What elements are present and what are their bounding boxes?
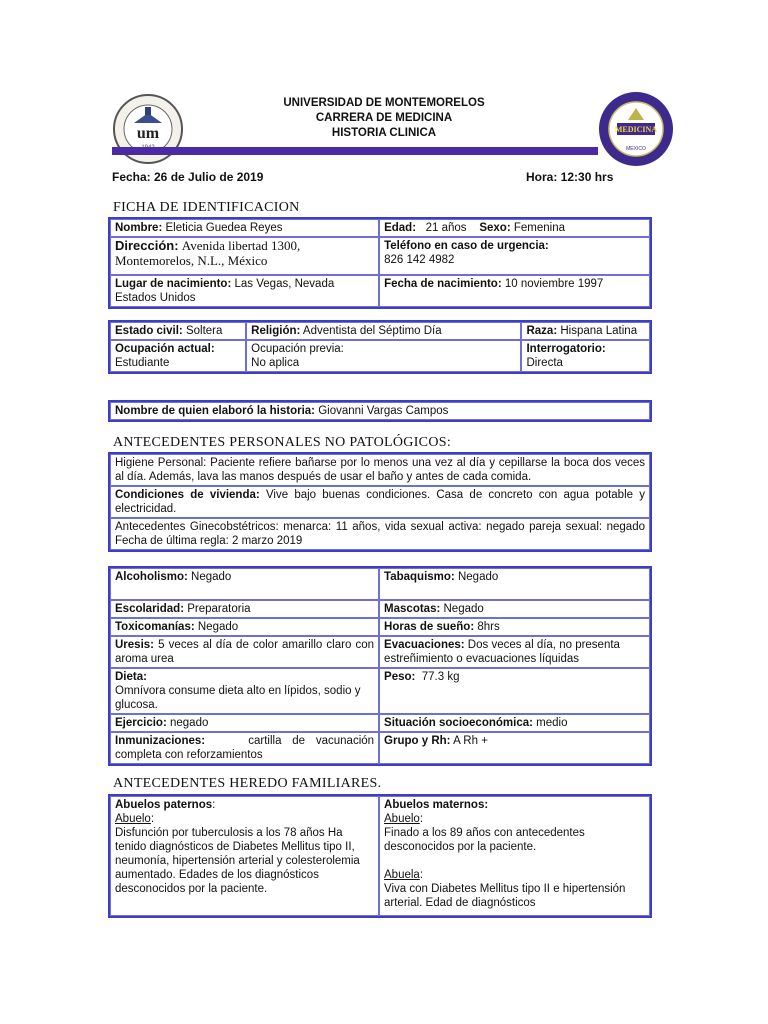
mascotas-cell: Mascotas: Negado [379, 600, 650, 618]
alcoholismo-cell: Alcoholismo: Negado [110, 568, 379, 600]
medicine-faculty-logo [597, 90, 675, 168]
author-value: Giovanni Vargas Campos [318, 405, 449, 417]
header-rule [112, 147, 598, 155]
inmunizaciones-cell: Inmunizaciones: cartilla de vacunación completa con reforzamientos [110, 732, 379, 764]
horas-sueno-cell: Horas de sueño: 8hrs [379, 618, 650, 636]
telefono-cell: Teléfono en caso de urgencia: 826 142 4982 [379, 237, 650, 275]
evacuaciones-cell: Evacuaciones: Dos veces al día, no presenta estreñimiento o evacuaciones líquidas [379, 636, 650, 668]
interrogatorio-cell: Interrogatorio: Directa [521, 340, 650, 372]
religion-cell: Religión: Adventista del Séptimo Día [246, 322, 521, 340]
dieta-cell: Dieta: Omnívora consume dieta alto en lípidos, sodio y glucosa. [110, 668, 379, 714]
date-field: Fecha: 26 de Julio de 2019 [112, 170, 264, 184]
uresis-cell: Uresis: 5 veces al día de color amarillo claro con aroma urea [110, 636, 379, 668]
time-field: Hora: 12:30 hrs [526, 170, 614, 184]
abuelos-maternos-cell: Abuelos maternos: Abuelo: Finado a los 89 años con antecedentes desconocidos por la paciente. Abuela: Viva con Diabetes Mellitus tipo II e hipertensión arterial. Edad de diagnósticos [379, 796, 650, 916]
section-title-ahf: ANTECEDENTES HEREDO FAMILIARES. [113, 776, 382, 791]
telefono-value: 826 142 4982 [384, 254, 455, 266]
tabaquismo-cell: Tabaquismo: Negado [379, 568, 650, 600]
seal-initials: um [136, 125, 160, 142]
socioeconomica-cell: Situación socioeconómica: medio [379, 714, 650, 732]
nombre-cell: Nombre: Eleticia Guedea Reyes [110, 219, 379, 237]
nombre-value: Eleticia Guedea Reyes [165, 222, 283, 234]
author-table [108, 400, 652, 422]
higiene-cell: Higiene Personal: Paciente refiere bañarse por lo menos una vez al día y cepillarse la boca dos veces al día. Además, lava las manos después de usar el baño y antes de cada comida. [110, 454, 650, 486]
ocupacion-actual-cell: Ocupación actual: Estudiante [110, 340, 246, 372]
civil-status-table [108, 320, 652, 374]
ejercicio-cell: Ejercicio: negado [110, 714, 379, 732]
raza-cell: Raza: Hispana Latina [521, 322, 650, 340]
institution-header [200, 96, 568, 141]
career-name: CARRERA DE MEDICINA [315, 112, 453, 124]
edad-sexo-cell: Edad: 21 años Sexo: Femenina [379, 219, 650, 237]
gineco-cell: Antecedentes Ginecobstétricos: menarca: 11 años, vida sexual activa: negado pareja sexual: negado Fecha de última regla: 2 marzo 2019 [110, 518, 650, 550]
section-title-apnp: ANTECEDENTES PERSONALES NO PATOLÓGICOS: [113, 435, 452, 450]
direccion-cell: Dirección: Avenida libertad 1300, Montemorelos, N.L., México [110, 237, 379, 275]
identification-table [108, 217, 652, 309]
estado-civil-cell: Estado civil: Soltera [110, 322, 246, 340]
fecha-nacimiento-cell: Fecha de nacimiento: 10 noviembre 1997 [379, 275, 650, 307]
vivienda-cell: Condiciones de vivienda: Vive bajo buenas condiciones. Casa de concreto con agua potable y electricidad. [110, 486, 650, 518]
author-cell: Nombre de quien elaboró la historia: Giovanni Vargas Campos [110, 402, 650, 420]
ocupacion-previa-cell: Ocupación previa: No aplica [246, 340, 521, 372]
apnp-table [108, 452, 652, 552]
family-history-table [108, 794, 652, 918]
toxicomanias-cell: Toxicomanías: Negado [110, 618, 379, 636]
abuelos-paternos-cell: Abuelos paternos: Abuelo: Disfunción por tuberculosis a los 78 años Ha tenido diagnósticos de Diabetes Mellitus tipo II, neumonía, hipertensión arterial y colesterolemia aumentado. Edades de los diagnósticos desconocidos por la paciente. [110, 796, 379, 916]
grupo-rh-cell: Grupo y Rh: A Rh + [379, 732, 650, 764]
university-name: UNIVERSIDAD DE MONTEMORELOS [283, 97, 485, 109]
escolaridad-cell: Escolaridad: Preparatoria [110, 600, 379, 618]
section-title-ficha: FICHA DE IDENTIFICACION [113, 200, 300, 215]
direccion-value: Avenida libertad 1300, Montemorelos, N.L., México [115, 238, 301, 268]
logo-mexico-text: MEXICO [626, 146, 646, 152]
logo-medicina-text: MEDICINA [614, 125, 658, 134]
habits-table [108, 566, 652, 766]
lugar-nacimiento-cell: Lugar de nacimiento: Las Vegas, Nevada Estados Unidos [110, 275, 379, 307]
document-title: HISTORIA CLINICA [331, 127, 437, 139]
peso-cell: Peso: 77.3 kg [379, 668, 650, 714]
